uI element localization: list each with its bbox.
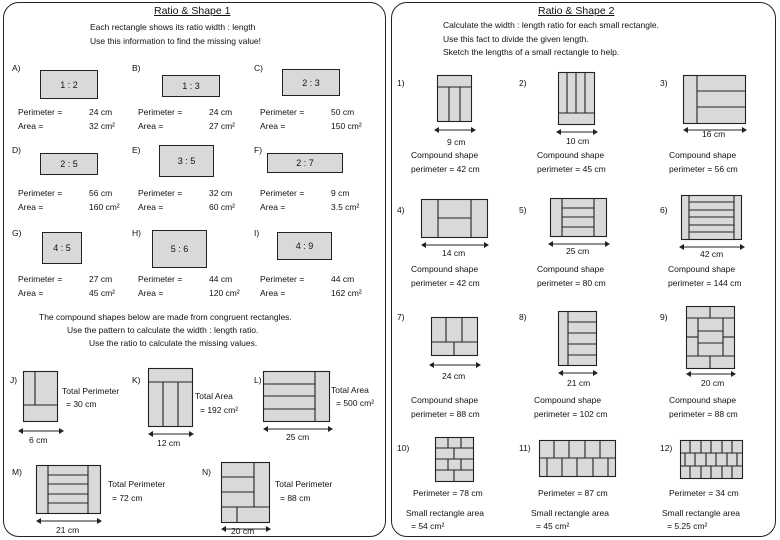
dimension-label: 12 cm — [157, 438, 181, 448]
perimeter-text: Perimeter = 78 cm — [413, 488, 483, 498]
dimension-label: 25 cm — [286, 432, 310, 442]
compound-shape-9 — [686, 306, 736, 370]
item-label: A) — [12, 63, 21, 73]
ratio-rectangle: 2 : 3 — [282, 69, 340, 96]
dimension-label: 14 cm — [442, 248, 466, 258]
area-label: Area = — [138, 202, 164, 212]
perimeter-text: perimeter = 42 cm — [411, 278, 480, 288]
item-label: M) — [12, 467, 22, 477]
perimeter-label: Perimeter = — [260, 107, 305, 117]
compound-shape-3 — [683, 75, 747, 125]
item-label: N) — [202, 467, 211, 477]
compound-label: Compound shape — [534, 395, 602, 405]
compound-intro-1: The compound shapes below are made from congruent rectangles. — [39, 312, 292, 322]
compound-shape-8 — [558, 311, 598, 367]
item-label: 10) — [397, 443, 410, 453]
item-label: I) — [254, 228, 260, 238]
sheet2-intro-3: Sketch the lengths of a small rectangle to help. — [443, 47, 620, 57]
compound-shape-11 — [539, 440, 617, 478]
dimension-label: 9 cm — [447, 137, 466, 147]
item-label: J) — [10, 375, 18, 385]
area-value: = 45 cm² — [536, 521, 570, 531]
sheet1-intro-2: Use this information to find the missing value! — [90, 36, 262, 46]
compound-shape-1 — [437, 75, 473, 123]
compound-shape-4 — [421, 199, 489, 239]
area-value: 27 cm² — [209, 121, 235, 131]
perimeter-label: Perimeter = — [138, 107, 183, 117]
perimeter-label: Perimeter = — [138, 188, 183, 198]
perimeter-text: perimeter = 80 cm — [537, 278, 606, 288]
dimension-label: 20 cm — [231, 526, 255, 536]
compound-shape-10 — [435, 437, 475, 483]
dimension-label: 24 cm — [442, 371, 466, 381]
area-label: Area = — [138, 121, 164, 131]
compound-shape-2 — [558, 72, 596, 126]
item-label: L) — [254, 375, 262, 385]
perimeter-text: perimeter = 42 cm — [411, 164, 480, 174]
item-label: G) — [12, 228, 22, 238]
compound-value: = 500 cm² — [336, 398, 375, 408]
perimeter-value: 24 cm — [89, 107, 113, 117]
perimeter-label: Perimeter = — [138, 274, 183, 284]
perimeter-text: perimeter = 88 cm — [411, 409, 480, 419]
area-value: 162 cm² — [331, 288, 362, 298]
area-label: Small rectangle area — [406, 508, 484, 518]
compound-label: Compound shape — [411, 264, 479, 274]
sheet2-intro-2: Use this fact to divide the given length. — [443, 34, 589, 44]
item-label: 6) — [660, 205, 668, 215]
compound-label: Total Perimeter — [62, 386, 120, 396]
item-label: H) — [132, 228, 141, 238]
dimension-arrow — [434, 127, 476, 133]
ratio-rectangle: 2 : 5 — [40, 153, 98, 175]
item-label: E) — [132, 145, 141, 155]
compound-label: Compound shape — [411, 150, 479, 160]
perimeter-value: 56 cm — [89, 188, 113, 198]
dimension-arrow — [558, 370, 598, 376]
dimension-arrow — [429, 362, 481, 368]
item-label: F) — [254, 145, 263, 155]
sheet1-title: Ratio & Shape 1 — [154, 5, 231, 17]
worksheet-ratio-shape-2 — [391, 2, 776, 537]
compound-value: = 30 cm — [66, 399, 97, 409]
area-value: 32 cm² — [89, 121, 115, 131]
item-label: 4) — [397, 205, 405, 215]
sheet2-intro-1: Calculate the width : length ratio for each small rectangle. — [443, 20, 659, 30]
compound-value: = 192 cm² — [200, 405, 239, 415]
compound-value: = 88 cm — [280, 493, 311, 503]
item-label: 2) — [519, 78, 527, 88]
item-label: 3) — [660, 78, 668, 88]
area-label: Area = — [138, 288, 164, 298]
compound-label: Compound shape — [537, 264, 605, 274]
perimeter-value: 44 cm — [209, 274, 233, 284]
perimeter-text: Perimeter = 87 cm — [538, 488, 608, 498]
compound-shape-k — [148, 368, 194, 428]
compound-shape-12 — [680, 440, 744, 480]
compound-shape-5 — [550, 198, 608, 238]
compound-intro-3: Use the ratio to calculate the missing values. — [89, 338, 258, 348]
ratio-rectangle: 4 : 9 — [277, 232, 332, 260]
area-value: = 54 cm² — [411, 521, 445, 531]
perimeter-label: Perimeter = — [18, 274, 63, 284]
perimeter-text: perimeter = 144 cm — [668, 278, 742, 288]
compound-label: Compound shape — [537, 150, 605, 160]
dimension-label: 25 cm — [566, 246, 590, 256]
perimeter-value: 9 cm — [331, 188, 350, 198]
item-label: D) — [12, 145, 21, 155]
item-label: 5) — [519, 205, 527, 215]
sheet1-intro-1: Each rectangle shows its ratio width : length — [90, 22, 256, 32]
dimension-label: 20 cm — [701, 378, 725, 388]
ratio-rectangle: 4 : 5 — [42, 232, 82, 264]
perimeter-text: Perimeter = 34 cm — [669, 488, 739, 498]
perimeter-value: 24 cm — [209, 107, 233, 117]
area-value: 60 cm² — [209, 202, 235, 212]
area-label: Area = — [260, 202, 286, 212]
worksheet-ratio-shape-1 — [3, 2, 386, 537]
compound-shape-l — [263, 371, 331, 423]
area-label: Area = — [260, 121, 286, 131]
area-value: 45 cm² — [89, 288, 115, 298]
area-value: = 5.25 cm² — [667, 521, 708, 531]
compound-shape-7 — [431, 317, 479, 357]
area-value: 120 cm² — [209, 288, 240, 298]
area-label: Small rectangle area — [662, 508, 740, 518]
area-label: Area = — [18, 121, 44, 131]
area-value: 3.5 cm² — [331, 202, 360, 212]
item-label: 8) — [519, 312, 527, 322]
perimeter-value: 32 cm — [209, 188, 233, 198]
item-label: 9) — [660, 312, 668, 322]
ratio-rectangle: 2 : 7 — [267, 153, 343, 173]
perimeter-label: Perimeter = — [260, 274, 305, 284]
compound-intro-2: Use the pattern to calculate the width : length ratio. — [67, 325, 259, 335]
compound-label: Total Perimeter — [108, 479, 166, 489]
compound-label: Total Area — [331, 385, 369, 395]
area-value: 150 cm² — [331, 121, 362, 131]
area-label: Small rectangle area — [531, 508, 609, 518]
dimension-label: 10 cm — [566, 136, 590, 146]
dimension-label: 6 cm — [29, 435, 48, 445]
ratio-rectangle: 1 : 3 — [162, 75, 220, 97]
dimension-label: 42 cm — [700, 249, 724, 259]
compound-label: Total Area — [195, 391, 233, 401]
item-label: 1) — [397, 78, 405, 88]
perimeter-label: Perimeter = — [18, 188, 63, 198]
perimeter-text: perimeter = 88 cm — [669, 409, 738, 419]
perimeter-value: 50 cm — [331, 107, 355, 117]
compound-label: Compound shape — [669, 395, 737, 405]
sheet2-title: Ratio & Shape 2 — [538, 5, 615, 17]
area-value: 160 cm² — [89, 202, 120, 212]
compound-label: Total Perimeter — [275, 479, 333, 489]
item-label: B) — [132, 63, 141, 73]
item-label: 11) — [519, 443, 531, 453]
perimeter-value: 44 cm — [331, 274, 355, 284]
perimeter-text: perimeter = 102 cm — [534, 409, 608, 419]
area-label: Area = — [260, 288, 286, 298]
perimeter-label: Perimeter = — [260, 188, 305, 198]
ratio-rectangle: 1 : 2 — [40, 70, 98, 99]
perimeter-text: perimeter = 56 cm — [669, 164, 738, 174]
area-label: Area = — [18, 202, 44, 212]
item-label: C) — [254, 63, 263, 73]
perimeter-label: Perimeter = — [18, 107, 63, 117]
dimension-label: 16 cm — [702, 129, 726, 139]
dimension-label: 21 cm — [56, 525, 80, 535]
compound-shape-m — [36, 465, 102, 515]
ratio-rectangle: 5 : 6 — [152, 230, 207, 268]
compound-shape-6 — [681, 195, 743, 241]
compound-label: Compound shape — [669, 150, 737, 160]
compound-value: = 72 cm — [112, 493, 143, 503]
compound-shape-j — [23, 371, 59, 423]
compound-shape-n — [221, 462, 271, 524]
ratio-rectangle: 3 : 5 — [159, 145, 214, 177]
item-label: 12) — [660, 443, 673, 453]
compound-label: Compound shape — [411, 395, 479, 405]
area-label: Area = — [18, 288, 44, 298]
item-label: K) — [132, 375, 141, 385]
dimension-label: 21 cm — [567, 378, 591, 388]
compound-label: Compound shape — [668, 264, 736, 274]
perimeter-text: perimeter = 45 cm — [537, 164, 606, 174]
perimeter-value: 27 cm — [89, 274, 113, 284]
item-label: 7) — [397, 312, 405, 322]
